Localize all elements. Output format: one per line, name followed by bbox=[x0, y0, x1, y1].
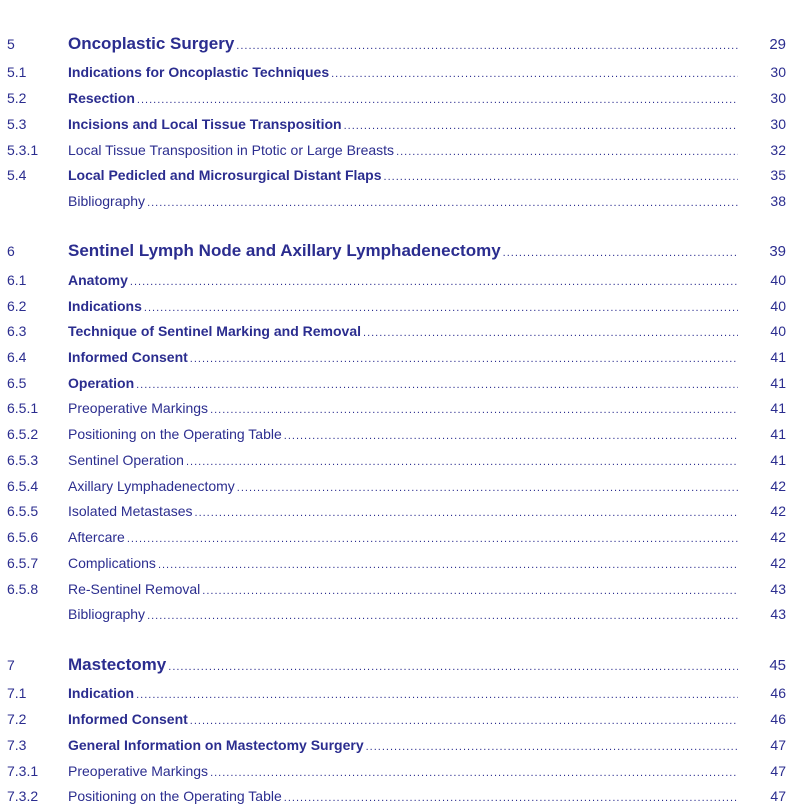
entry-title: Axillary Lymphadenectomy bbox=[68, 478, 235, 494]
entry-number: 5.3 bbox=[7, 116, 27, 132]
entry-title: Local Pedicled and Microsurgical Distant Flaps bbox=[68, 167, 382, 183]
entry-page-number: 41 bbox=[770, 452, 786, 468]
dot-leader bbox=[136, 379, 738, 391]
entry-page-number: 43 bbox=[770, 581, 786, 597]
entry-page-number: 32 bbox=[770, 142, 786, 158]
entry-title-leader bbox=[68, 34, 738, 54]
dot-leader bbox=[366, 741, 738, 753]
toc-entry[interactable] bbox=[0, 320, 800, 342]
entry-number: 6.2 bbox=[7, 298, 27, 314]
entry-number: 6.5.3 bbox=[7, 452, 39, 468]
entry-title: Oncoplastic Surgery bbox=[68, 34, 235, 53]
entry-page-number: 46 bbox=[770, 711, 786, 727]
entry-title-leader bbox=[68, 323, 738, 339]
toc-chapter-entry[interactable] bbox=[0, 654, 800, 676]
entry-title-leader bbox=[68, 606, 738, 622]
entry-page-number: 42 bbox=[770, 555, 786, 571]
dot-leader bbox=[210, 767, 738, 779]
toc-entry[interactable] bbox=[0, 61, 800, 83]
entry-title-leader bbox=[68, 142, 738, 158]
toc-entry[interactable] bbox=[0, 423, 800, 445]
entry-number: 7.2 bbox=[7, 711, 27, 727]
entry-title-leader bbox=[68, 581, 738, 597]
entry-title: Sentinel Lymph Node and Axillary Lymphadenectomy bbox=[68, 241, 501, 260]
entry-title: Complications bbox=[68, 555, 156, 571]
entry-page-number: 41 bbox=[770, 400, 786, 416]
entry-title-leader bbox=[68, 241, 738, 261]
entry-title-leader bbox=[68, 529, 738, 545]
dot-leader bbox=[190, 353, 738, 365]
dot-leader bbox=[236, 40, 738, 52]
entry-page-number: 29 bbox=[769, 35, 786, 53]
dot-leader bbox=[384, 171, 738, 183]
dot-leader bbox=[195, 507, 738, 519]
entry-title: General Information on Mastectomy Surgery bbox=[68, 737, 364, 753]
entry-number: 5.1 bbox=[7, 64, 27, 80]
toc-entry[interactable] bbox=[0, 552, 800, 574]
entry-title: Bibliography bbox=[68, 606, 146, 622]
entry-title-leader bbox=[68, 167, 738, 183]
entry-number: 6.5.2 bbox=[7, 426, 39, 442]
toc-entry[interactable] bbox=[0, 164, 800, 186]
entry-page-number: 45 bbox=[769, 656, 786, 674]
entry-title: Sentinel Operation bbox=[68, 452, 184, 468]
toc-entry[interactable] bbox=[0, 397, 800, 419]
toc-entry[interactable] bbox=[0, 449, 800, 471]
toc-entry[interactable] bbox=[0, 295, 800, 317]
entry-number: 6.3 bbox=[7, 323, 27, 339]
dot-leader bbox=[363, 327, 738, 339]
entry-title-leader bbox=[68, 452, 738, 468]
entry-number: 6.5.1 bbox=[7, 400, 39, 416]
entry-title-leader bbox=[68, 478, 738, 494]
toc-entry[interactable] bbox=[0, 734, 800, 756]
entry-title: Indications for Oncoplastic Techniques bbox=[68, 64, 330, 80]
entry-number: 6.5.6 bbox=[7, 529, 39, 545]
entry-page-number: 47 bbox=[770, 737, 786, 753]
dot-leader bbox=[331, 68, 738, 80]
entry-number: 6.5.7 bbox=[7, 555, 39, 571]
entry-title-leader bbox=[68, 272, 738, 288]
dot-leader bbox=[130, 276, 738, 288]
entry-number: 7 bbox=[7, 657, 15, 673]
toc-entry[interactable] bbox=[0, 708, 800, 730]
entry-number: 6.5.5 bbox=[7, 503, 39, 519]
entry-number: 7.3.2 bbox=[7, 788, 39, 804]
dot-leader bbox=[190, 715, 738, 727]
entry-page-number: 42 bbox=[770, 529, 786, 545]
entry-title-leader bbox=[68, 763, 738, 779]
entry-page-number: 38 bbox=[770, 193, 786, 209]
entry-page-number: 47 bbox=[770, 788, 786, 804]
entry-title: Anatomy bbox=[68, 272, 128, 288]
dot-leader bbox=[202, 585, 738, 597]
entry-title: Incisions and Local Tissue Transposition bbox=[68, 116, 342, 132]
entry-page-number: 30 bbox=[770, 64, 786, 80]
entry-page-number: 41 bbox=[770, 349, 786, 365]
dot-leader bbox=[210, 404, 738, 416]
dot-leader bbox=[186, 456, 738, 468]
dot-leader bbox=[147, 197, 738, 209]
toc-entry[interactable] bbox=[0, 500, 800, 522]
entry-number: 6.1 bbox=[7, 272, 27, 288]
entry-number: 6.5 bbox=[7, 375, 27, 391]
entry-number: 7.3 bbox=[7, 737, 27, 753]
entry-page-number: 41 bbox=[770, 426, 786, 442]
dot-leader bbox=[136, 689, 738, 701]
toc-entry[interactable] bbox=[0, 269, 800, 291]
entry-title: Positioning on the Operating Table bbox=[68, 426, 282, 442]
entry-page-number: 40 bbox=[770, 298, 786, 314]
entry-page-number: 46 bbox=[770, 685, 786, 701]
dot-leader bbox=[284, 430, 738, 442]
dot-leader bbox=[503, 247, 738, 259]
entry-page-number: 30 bbox=[770, 116, 786, 132]
entry-title: Resection bbox=[68, 90, 135, 106]
entry-title: Local Tissue Transposition in Ptotic or Large Breasts bbox=[68, 142, 395, 158]
toc-chapter-entry[interactable] bbox=[0, 33, 800, 55]
entry-title: Bibliography bbox=[68, 193, 146, 209]
entry-page-number: 43 bbox=[770, 606, 786, 622]
dot-leader bbox=[344, 120, 738, 132]
entry-number: 6.5.8 bbox=[7, 581, 39, 597]
entry-number: 5.3.1 bbox=[7, 142, 39, 158]
entry-number: 5.4 bbox=[7, 167, 27, 183]
dot-leader bbox=[144, 302, 738, 314]
toc-entry[interactable] bbox=[0, 372, 800, 394]
entry-title-leader bbox=[68, 555, 738, 571]
dot-leader bbox=[137, 94, 738, 106]
dot-leader bbox=[147, 610, 738, 622]
toc-entry[interactable] bbox=[0, 526, 800, 548]
entry-title: Aftercare bbox=[68, 529, 125, 545]
entry-title: Re-Sentinel Removal bbox=[68, 581, 201, 597]
toc-chapter-entry[interactable] bbox=[0, 240, 800, 262]
toc-entry[interactable] bbox=[0, 113, 800, 135]
entry-number: 5 bbox=[7, 36, 15, 52]
dot-leader bbox=[168, 661, 738, 673]
entry-page-number: 42 bbox=[770, 503, 786, 519]
entry-title-leader bbox=[68, 193, 738, 209]
entry-page-number: 41 bbox=[770, 375, 786, 391]
toc-entry[interactable] bbox=[0, 760, 800, 782]
entry-page-number: 40 bbox=[770, 272, 786, 288]
entry-title-leader bbox=[68, 503, 738, 519]
dot-leader bbox=[396, 146, 738, 158]
entry-page-number: 42 bbox=[770, 478, 786, 494]
entry-title: Positioning on the Operating Table bbox=[68, 788, 282, 804]
entry-page-number: 40 bbox=[770, 323, 786, 339]
toc-entry[interactable] bbox=[0, 139, 800, 161]
entry-title-leader bbox=[68, 737, 738, 753]
entry-title: Informed Consent bbox=[68, 711, 188, 727]
entry-title: Informed Consent bbox=[68, 349, 188, 365]
entry-title: Isolated Metastases bbox=[68, 503, 193, 519]
entry-title: Preoperative Markings bbox=[68, 763, 209, 779]
entry-title: Mastectomy bbox=[68, 655, 167, 674]
entry-title-leader bbox=[68, 349, 738, 365]
entry-title-leader bbox=[68, 788, 738, 804]
toc-entry[interactable] bbox=[0, 682, 800, 704]
entry-title: Technique of Sentinel Marking and Removal bbox=[68, 323, 362, 339]
entry-number: 7.1 bbox=[7, 685, 27, 701]
toc-entry[interactable] bbox=[0, 346, 800, 368]
entry-title: Preoperative Markings bbox=[68, 400, 209, 416]
toc-entry[interactable] bbox=[0, 475, 800, 497]
dot-leader bbox=[237, 482, 738, 494]
entry-title-leader bbox=[68, 711, 738, 727]
entry-title-leader bbox=[68, 298, 738, 314]
entry-page-number: 47 bbox=[770, 763, 786, 779]
dot-leader bbox=[158, 559, 738, 571]
entry-title-leader bbox=[68, 64, 738, 80]
toc-entry[interactable] bbox=[0, 190, 800, 212]
dot-leader bbox=[284, 792, 738, 804]
entry-number: 5.2 bbox=[7, 90, 27, 106]
entry-title-leader bbox=[68, 685, 738, 701]
entry-title-leader bbox=[68, 400, 738, 416]
entry-title-leader bbox=[68, 655, 738, 675]
entry-number: 6 bbox=[7, 243, 15, 259]
entry-title-leader bbox=[68, 426, 738, 442]
entry-title-leader bbox=[68, 116, 738, 132]
entry-number: 7.3.1 bbox=[7, 763, 39, 779]
toc-entry[interactable] bbox=[0, 785, 800, 807]
entry-page-number: 30 bbox=[770, 90, 786, 106]
toc-entry[interactable] bbox=[0, 603, 800, 625]
entry-page-number: 35 bbox=[770, 167, 786, 183]
entry-number: 6.5.4 bbox=[7, 478, 39, 494]
entry-title: Indications bbox=[68, 298, 142, 314]
toc-entry[interactable] bbox=[0, 578, 800, 600]
entry-title-leader bbox=[68, 90, 738, 106]
entry-title: Operation bbox=[68, 375, 135, 391]
entry-page-number: 39 bbox=[769, 242, 786, 260]
entry-number: 6.4 bbox=[7, 349, 27, 365]
entry-title-leader bbox=[68, 375, 738, 391]
toc-entry[interactable] bbox=[0, 87, 800, 109]
dot-leader bbox=[127, 533, 738, 545]
entry-title: Indication bbox=[68, 685, 135, 701]
